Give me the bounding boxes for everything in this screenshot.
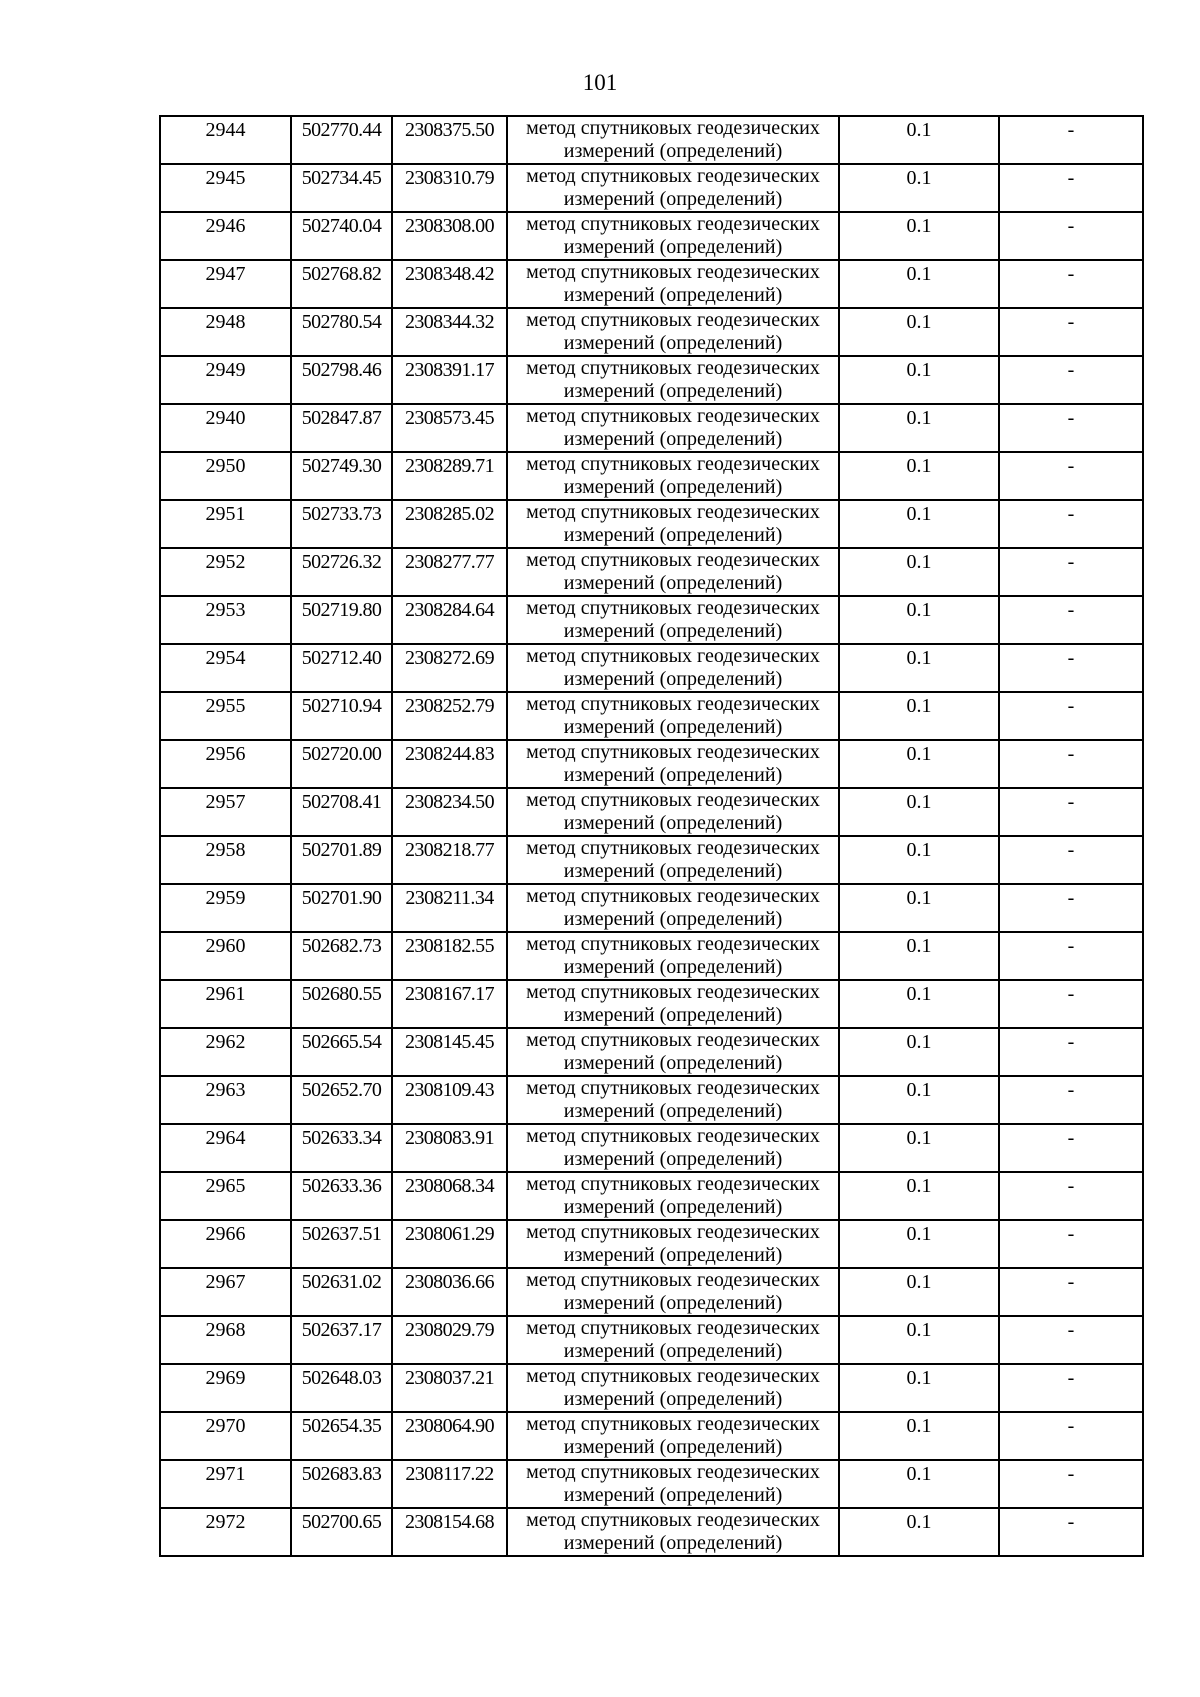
accuracy-cell: 0.1	[839, 1412, 999, 1460]
x-coordinate-cell: 502712.40	[291, 644, 392, 692]
table-row	[160, 788, 1143, 836]
table-row	[160, 1508, 1143, 1556]
x-coordinate-cell: 502798.46	[291, 356, 392, 404]
coordinates-table-body	[160, 116, 1143, 1556]
point-number-cell: 2950	[160, 452, 291, 500]
accuracy-cell: 0.1	[839, 644, 999, 692]
coordinates-table	[159, 115, 1144, 1557]
accuracy-cell: 0.1	[839, 548, 999, 596]
x-coordinate-cell: 502734.45	[291, 164, 392, 212]
note-cell: -	[999, 1508, 1143, 1556]
x-coordinate-cell: 502652.70	[291, 1076, 392, 1124]
table-row	[160, 260, 1143, 308]
x-coordinate-cell: 502633.34	[291, 1124, 392, 1172]
table-row	[160, 1412, 1143, 1460]
table-row	[160, 980, 1143, 1028]
point-number-cell: 2956	[160, 740, 291, 788]
accuracy-cell: 0.1	[839, 1460, 999, 1508]
y-coordinate-cell: 2308109.43	[392, 1076, 507, 1124]
y-coordinate-cell: 2308285.02	[392, 500, 507, 548]
table-row	[160, 836, 1143, 884]
y-coordinate-cell: 2308061.29	[392, 1220, 507, 1268]
method-cell: метод спутниковых геодезических измерений (определений)	[507, 644, 839, 692]
point-number-cell: 2958	[160, 836, 291, 884]
table-row	[160, 740, 1143, 788]
method-cell: метод спутниковых геодезических измерений (определений)	[507, 1412, 839, 1460]
note-cell: -	[999, 308, 1143, 356]
note-cell: -	[999, 164, 1143, 212]
point-number-cell: 2964	[160, 1124, 291, 1172]
point-number-cell: 2968	[160, 1316, 291, 1364]
method-cell: метод спутниковых геодезических измерений (определений)	[507, 980, 839, 1028]
x-coordinate-cell: 502631.02	[291, 1268, 392, 1316]
x-coordinate-cell: 502720.00	[291, 740, 392, 788]
point-number-cell: 2970	[160, 1412, 291, 1460]
accuracy-cell: 0.1	[839, 500, 999, 548]
point-number-cell: 2946	[160, 212, 291, 260]
table-row	[160, 1220, 1143, 1268]
table-row	[160, 692, 1143, 740]
table-row	[160, 1364, 1143, 1412]
method-cell: метод спутниковых геодезических измерений (определений)	[507, 884, 839, 932]
y-coordinate-cell: 2308289.71	[392, 452, 507, 500]
table-row	[160, 644, 1143, 692]
accuracy-cell: 0.1	[839, 1364, 999, 1412]
y-coordinate-cell: 2308064.90	[392, 1412, 507, 1460]
note-cell: -	[999, 1076, 1143, 1124]
accuracy-cell: 0.1	[839, 452, 999, 500]
point-number-cell: 2966	[160, 1220, 291, 1268]
table-row	[160, 1316, 1143, 1364]
y-coordinate-cell: 2308218.77	[392, 836, 507, 884]
table-row	[160, 212, 1143, 260]
point-number-cell: 2957	[160, 788, 291, 836]
method-cell: метод спутниковых геодезических измерений (определений)	[507, 500, 839, 548]
y-coordinate-cell: 2308036.66	[392, 1268, 507, 1316]
y-coordinate-cell: 2308154.68	[392, 1508, 507, 1556]
table-row	[160, 164, 1143, 212]
x-coordinate-cell: 502683.83	[291, 1460, 392, 1508]
accuracy-cell: 0.1	[839, 308, 999, 356]
point-number-cell: 2940	[160, 404, 291, 452]
x-coordinate-cell: 502719.80	[291, 596, 392, 644]
y-coordinate-cell: 2308037.21	[392, 1364, 507, 1412]
table-row	[160, 548, 1143, 596]
point-number-cell: 2951	[160, 500, 291, 548]
table-row	[160, 308, 1143, 356]
x-coordinate-cell: 502682.73	[291, 932, 392, 980]
x-coordinate-cell: 502648.03	[291, 1364, 392, 1412]
method-cell: метод спутниковых геодезических измерений (определений)	[507, 1124, 839, 1172]
x-coordinate-cell: 502637.17	[291, 1316, 392, 1364]
table-row	[160, 596, 1143, 644]
note-cell: -	[999, 1364, 1143, 1412]
y-coordinate-cell: 2308167.17	[392, 980, 507, 1028]
x-coordinate-cell: 502680.55	[291, 980, 392, 1028]
point-number-cell: 2949	[160, 356, 291, 404]
table-row	[160, 1124, 1143, 1172]
table-row	[160, 1460, 1143, 1508]
note-cell: -	[999, 452, 1143, 500]
method-cell: метод спутниковых геодезических измерений (определений)	[507, 116, 839, 164]
note-cell: -	[999, 1028, 1143, 1076]
y-coordinate-cell: 2308117.22	[392, 1460, 507, 1508]
y-coordinate-cell: 2308375.50	[392, 116, 507, 164]
point-number-cell: 2967	[160, 1268, 291, 1316]
table-row	[160, 932, 1143, 980]
note-cell: -	[999, 1268, 1143, 1316]
accuracy-cell: 0.1	[839, 1076, 999, 1124]
x-coordinate-cell: 502733.73	[291, 500, 392, 548]
y-coordinate-cell: 2308252.79	[392, 692, 507, 740]
x-coordinate-cell: 502708.41	[291, 788, 392, 836]
method-cell: метод спутниковых геодезических измерений (определений)	[507, 356, 839, 404]
x-coordinate-cell: 502770.44	[291, 116, 392, 164]
y-coordinate-cell: 2308083.91	[392, 1124, 507, 1172]
note-cell: -	[999, 836, 1143, 884]
note-cell: -	[999, 1172, 1143, 1220]
x-coordinate-cell: 502740.04	[291, 212, 392, 260]
x-coordinate-cell: 502633.36	[291, 1172, 392, 1220]
method-cell: метод спутниковых геодезических измерений (определений)	[507, 212, 839, 260]
point-number-cell: 2954	[160, 644, 291, 692]
note-cell: -	[999, 884, 1143, 932]
x-coordinate-cell: 502637.51	[291, 1220, 392, 1268]
accuracy-cell: 0.1	[839, 260, 999, 308]
note-cell: -	[999, 932, 1143, 980]
point-number-cell: 2960	[160, 932, 291, 980]
accuracy-cell: 0.1	[839, 932, 999, 980]
note-cell: -	[999, 692, 1143, 740]
accuracy-cell: 0.1	[839, 740, 999, 788]
accuracy-cell: 0.1	[839, 356, 999, 404]
method-cell: метод спутниковых геодезических измерений (определений)	[507, 932, 839, 980]
accuracy-cell: 0.1	[839, 1028, 999, 1076]
method-cell: метод спутниковых геодезических измерений (определений)	[507, 692, 839, 740]
y-coordinate-cell: 2308310.79	[392, 164, 507, 212]
point-number-cell: 2953	[160, 596, 291, 644]
y-coordinate-cell: 2308277.77	[392, 548, 507, 596]
point-number-cell: 2959	[160, 884, 291, 932]
note-cell: -	[999, 1220, 1143, 1268]
y-coordinate-cell: 2308348.42	[392, 260, 507, 308]
table-row	[160, 1172, 1143, 1220]
note-cell: -	[999, 500, 1143, 548]
method-cell: метод спутниковых геодезических измерений (определений)	[507, 1364, 839, 1412]
method-cell: метод спутниковых геодезических измерений (определений)	[507, 308, 839, 356]
point-number-cell: 2972	[160, 1508, 291, 1556]
x-coordinate-cell: 502710.94	[291, 692, 392, 740]
note-cell: -	[999, 1460, 1143, 1508]
method-cell: метод спутниковых геодезических измерений (определений)	[507, 548, 839, 596]
table-row	[160, 884, 1143, 932]
accuracy-cell: 0.1	[839, 1508, 999, 1556]
note-cell: -	[999, 788, 1143, 836]
y-coordinate-cell: 2308391.17	[392, 356, 507, 404]
point-number-cell: 2948	[160, 308, 291, 356]
method-cell: метод спутниковых геодезических измерений (определений)	[507, 596, 839, 644]
table-row	[160, 452, 1143, 500]
y-coordinate-cell: 2308272.69	[392, 644, 507, 692]
accuracy-cell: 0.1	[839, 788, 999, 836]
point-number-cell: 2962	[160, 1028, 291, 1076]
method-cell: метод спутниковых геодезических измерений (определений)	[507, 404, 839, 452]
accuracy-cell: 0.1	[839, 1220, 999, 1268]
x-coordinate-cell: 502780.54	[291, 308, 392, 356]
x-coordinate-cell: 502749.30	[291, 452, 392, 500]
point-number-cell: 2955	[160, 692, 291, 740]
accuracy-cell: 0.1	[839, 884, 999, 932]
method-cell: метод спутниковых геодезических измерений (определений)	[507, 1460, 839, 1508]
point-number-cell: 2944	[160, 116, 291, 164]
point-number-cell: 2952	[160, 548, 291, 596]
accuracy-cell: 0.1	[839, 212, 999, 260]
x-coordinate-cell: 502701.90	[291, 884, 392, 932]
note-cell: -	[999, 1412, 1143, 1460]
accuracy-cell: 0.1	[839, 164, 999, 212]
point-number-cell: 2961	[160, 980, 291, 1028]
y-coordinate-cell: 2308284.64	[392, 596, 507, 644]
table-row	[160, 116, 1143, 164]
x-coordinate-cell: 502665.54	[291, 1028, 392, 1076]
point-number-cell: 2969	[160, 1364, 291, 1412]
y-coordinate-cell: 2308344.32	[392, 308, 507, 356]
table-row	[160, 1076, 1143, 1124]
note-cell: -	[999, 980, 1143, 1028]
note-cell: -	[999, 260, 1143, 308]
accuracy-cell: 0.1	[839, 596, 999, 644]
method-cell: метод спутниковых геодезических измерений (определений)	[507, 1268, 839, 1316]
y-coordinate-cell: 2308573.45	[392, 404, 507, 452]
accuracy-cell: 0.1	[839, 116, 999, 164]
method-cell: метод спутниковых геодезических измерений (определений)	[507, 452, 839, 500]
note-cell: -	[999, 596, 1143, 644]
table-row	[160, 500, 1143, 548]
method-cell: метод спутниковых геодезических измерений (определений)	[507, 1172, 839, 1220]
note-cell: -	[999, 644, 1143, 692]
note-cell: -	[999, 548, 1143, 596]
accuracy-cell: 0.1	[839, 1268, 999, 1316]
method-cell: метод спутниковых геодезических измерений (определений)	[507, 1028, 839, 1076]
note-cell: -	[999, 1124, 1143, 1172]
y-coordinate-cell: 2308182.55	[392, 932, 507, 980]
method-cell: метод спутниковых геодезических измерений (определений)	[507, 1220, 839, 1268]
method-cell: метод спутниковых геодезических измерений (определений)	[507, 1316, 839, 1364]
accuracy-cell: 0.1	[839, 404, 999, 452]
y-coordinate-cell: 2308211.34	[392, 884, 507, 932]
x-coordinate-cell: 502700.65	[291, 1508, 392, 1556]
accuracy-cell: 0.1	[839, 692, 999, 740]
method-cell: метод спутниковых геодезических измерений (определений)	[507, 164, 839, 212]
y-coordinate-cell: 2308145.45	[392, 1028, 507, 1076]
table-row	[160, 404, 1143, 452]
note-cell: -	[999, 116, 1143, 164]
note-cell: -	[999, 404, 1143, 452]
y-coordinate-cell: 2308029.79	[392, 1316, 507, 1364]
note-cell: -	[999, 740, 1143, 788]
point-number-cell: 2947	[160, 260, 291, 308]
note-cell: -	[999, 1316, 1143, 1364]
accuracy-cell: 0.1	[839, 1316, 999, 1364]
x-coordinate-cell: 502726.32	[291, 548, 392, 596]
note-cell: -	[999, 212, 1143, 260]
x-coordinate-cell: 502701.89	[291, 836, 392, 884]
method-cell: метод спутниковых геодезических измерений (определений)	[507, 740, 839, 788]
table-row	[160, 356, 1143, 404]
method-cell: метод спутниковых геодезических измерений (определений)	[507, 788, 839, 836]
page-number: 101	[582, 70, 618, 95]
point-number-cell: 2945	[160, 164, 291, 212]
y-coordinate-cell: 2308068.34	[392, 1172, 507, 1220]
table-row	[160, 1028, 1143, 1076]
point-number-cell: 2965	[160, 1172, 291, 1220]
y-coordinate-cell: 2308234.50	[392, 788, 507, 836]
point-number-cell: 2971	[160, 1460, 291, 1508]
accuracy-cell: 0.1	[839, 980, 999, 1028]
method-cell: метод спутниковых геодезических измерений (определений)	[507, 1076, 839, 1124]
x-coordinate-cell: 502768.82	[291, 260, 392, 308]
method-cell: метод спутниковых геодезических измерений (определений)	[507, 1508, 839, 1556]
x-coordinate-cell: 502654.35	[291, 1412, 392, 1460]
y-coordinate-cell: 2308308.00	[392, 212, 507, 260]
y-coordinate-cell: 2308244.83	[392, 740, 507, 788]
method-cell: метод спутниковых геодезических измерений (определений)	[507, 260, 839, 308]
note-cell: -	[999, 356, 1143, 404]
accuracy-cell: 0.1	[839, 1124, 999, 1172]
point-number-cell: 2963	[160, 1076, 291, 1124]
table-row	[160, 1268, 1143, 1316]
method-cell: метод спутниковых геодезических измерений (определений)	[507, 836, 839, 884]
accuracy-cell: 0.1	[839, 1172, 999, 1220]
accuracy-cell: 0.1	[839, 836, 999, 884]
x-coordinate-cell: 502847.87	[291, 404, 392, 452]
